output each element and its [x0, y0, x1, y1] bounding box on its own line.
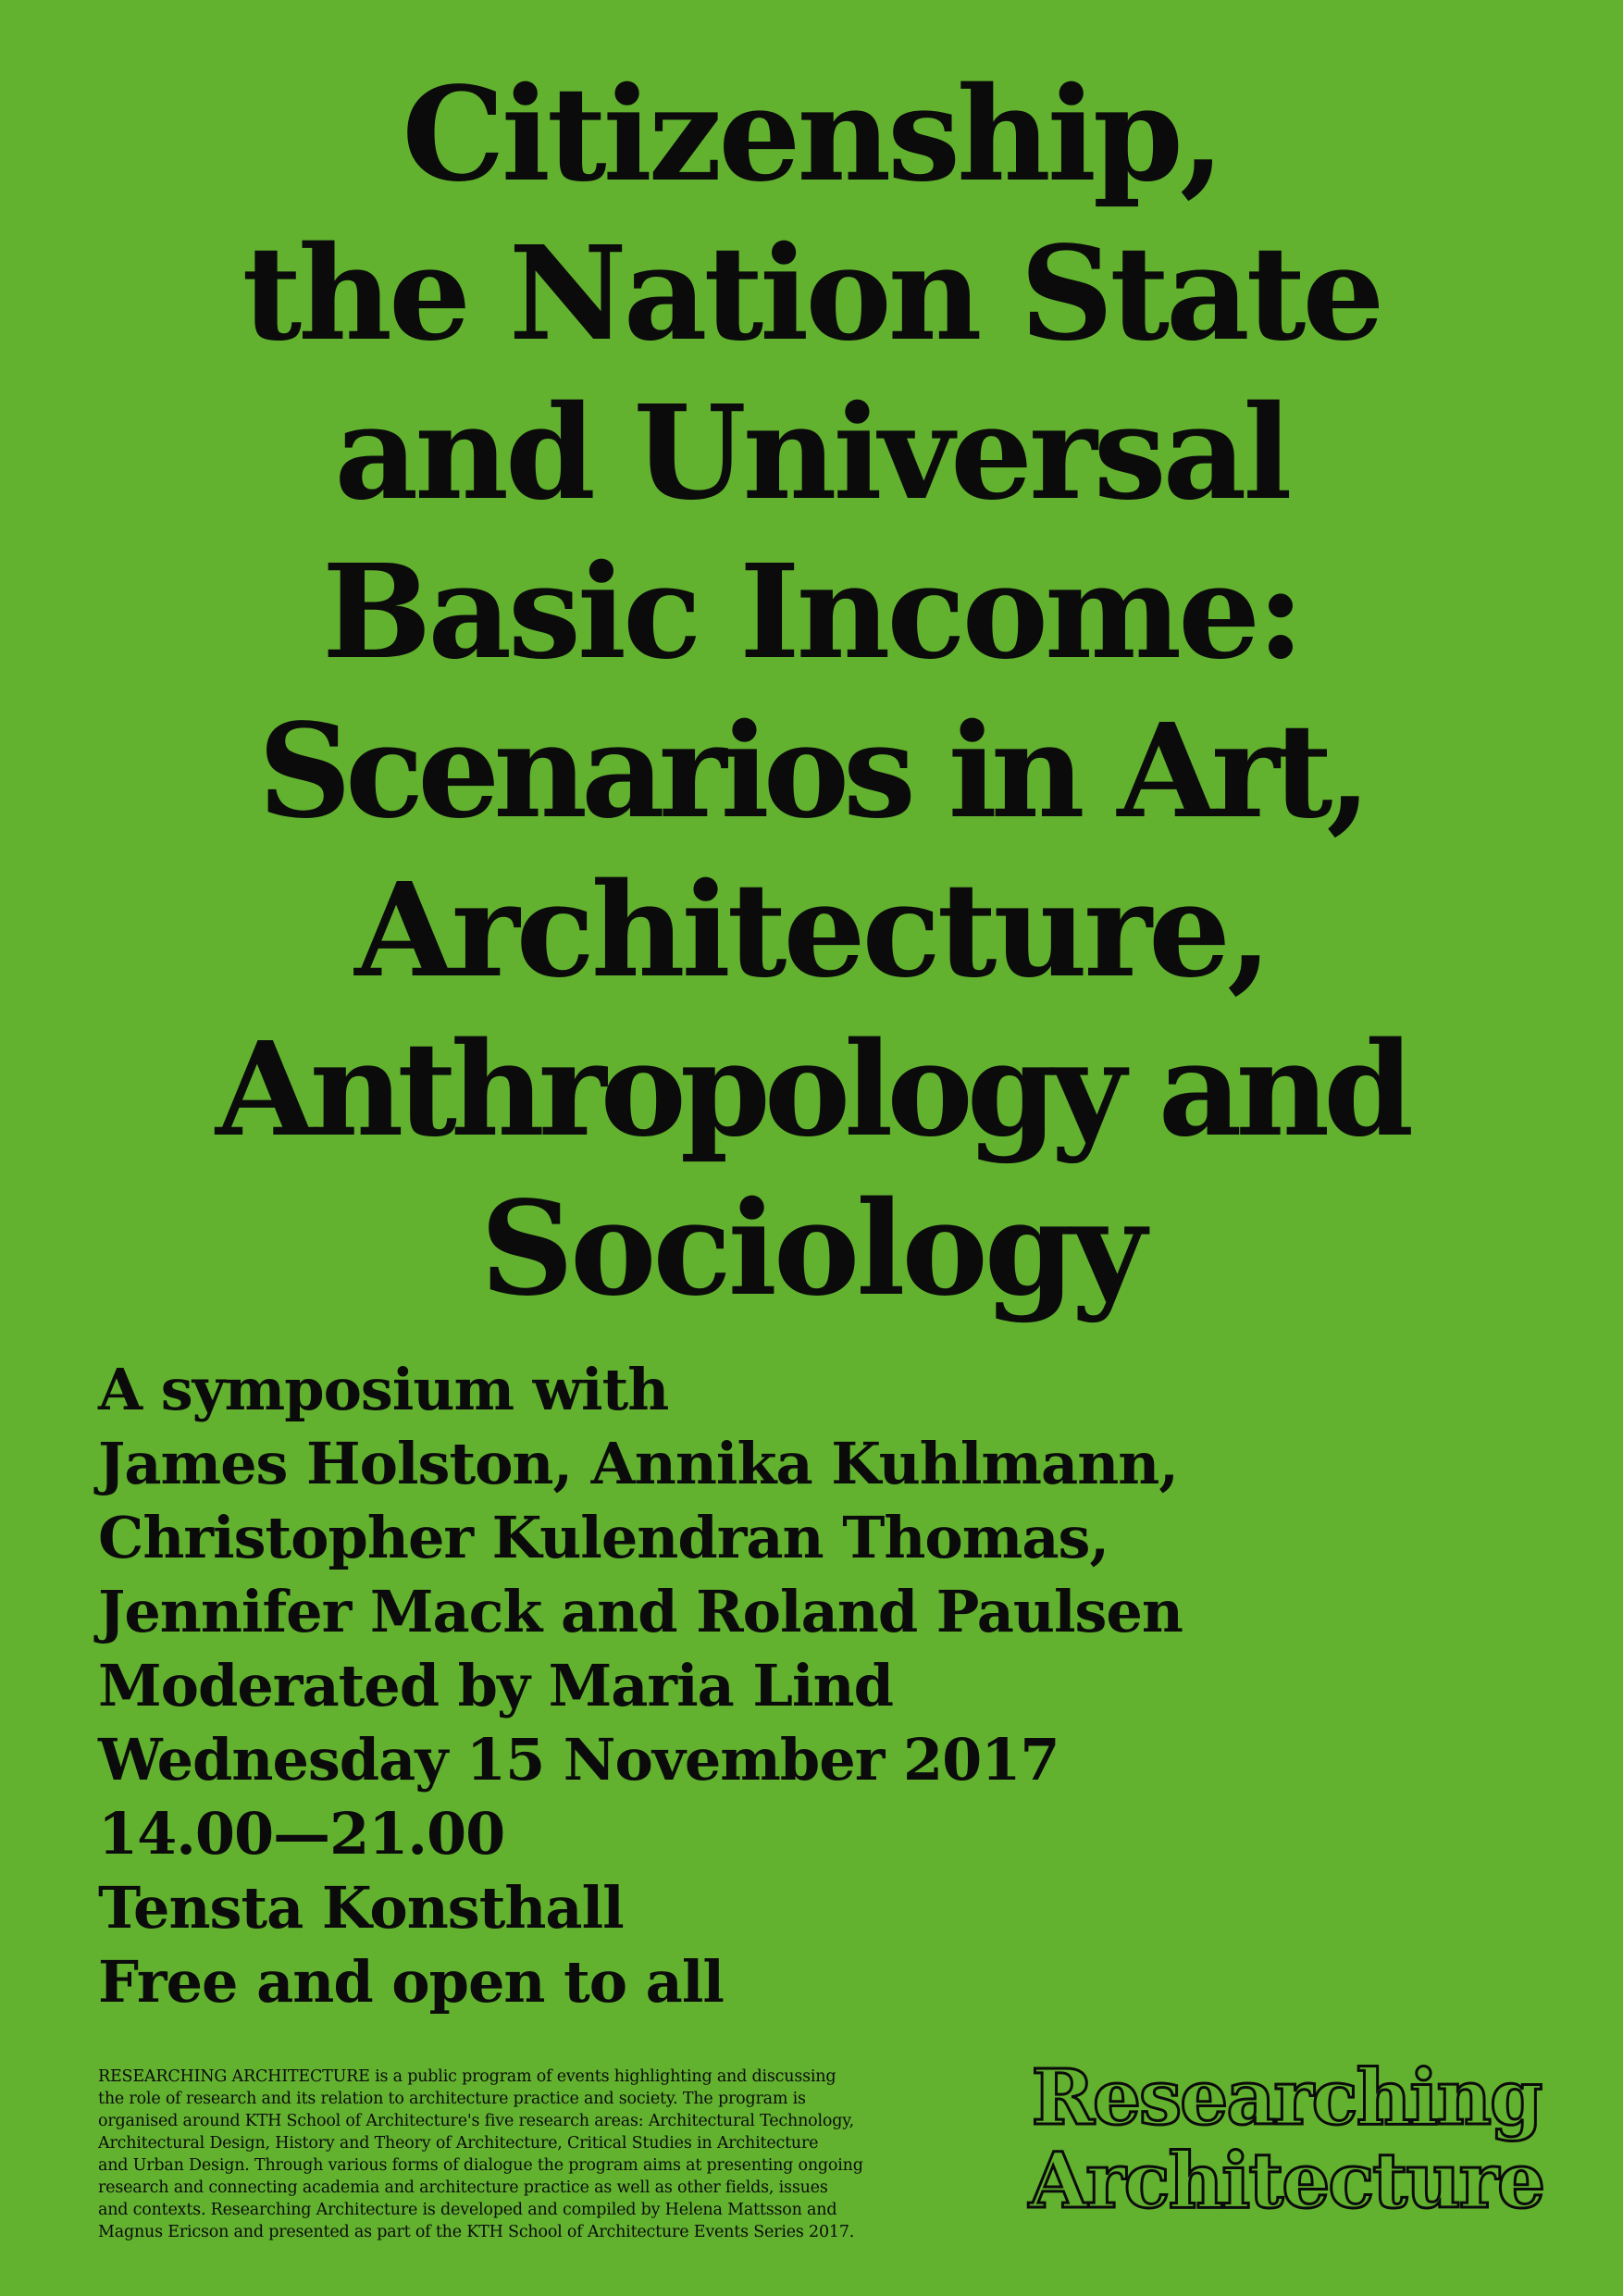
event-venue: Tensta Konsthall: [98, 1874, 624, 1942]
title-line-4: Basic Income:: [322, 537, 1301, 689]
description-line-7: and contexts. Researching Architecture is developed and compiled by Helena Mattsson and: [98, 2201, 837, 2219]
event-details: [98, 1353, 1183, 2019]
speakers-line-3: Jennifer Mack and Roland Paulsen: [98, 1578, 1183, 1645]
researching-architecture-logo: [1027, 2054, 1545, 2226]
description-line-8: Magnus Ericson and presented as part of the KTH School of Architecture Events Series 2017.: [98, 2223, 855, 2241]
program-description: [98, 2066, 1023, 2243]
description-line-3: organised around KTH School of Architecture's five research areas: Architectural Technology,: [98, 2112, 854, 2130]
title-line-6: Architecture,: [354, 855, 1269, 1007]
title-line-2: the Nation State: [242, 218, 1381, 370]
admission: Free and open to all: [98, 1948, 724, 2016]
description-line-6: research and connecting academia and architecture practice as well as other fields, issues: [98, 2178, 828, 2197]
description-line-4: Architectural Design, History and Theory of Architecture, Critical Studies in Architecture: [98, 2134, 819, 2153]
event-time: 14.00—21.00: [98, 1800, 505, 1868]
title-line-7: Anthropology and: [215, 1014, 1408, 1166]
speakers-line-2: Christopher Kulendran Thomas,: [98, 1504, 1109, 1571]
speakers-line-1: James Holston, Annika Kuhlmann,: [98, 1430, 1178, 1497]
description-line-5: and Urban Design. Through various forms of dialogue the program aims at presenting ongoing: [98, 2156, 863, 2175]
logo-line-2: Architecture: [1028, 2137, 1544, 2226]
description-line-1: RESEARCHING ARCHITECTURE is a public program of events highlighting and discussing: [98, 2067, 836, 2086]
description-line-2: the role of research and its relation to architecture practice and society. The program is: [98, 2090, 806, 2108]
title-line-1: Citizenship,: [402, 59, 1221, 211]
poster-title: [56, 56, 1567, 1329]
logo-line-1: Researching: [1031, 2054, 1542, 2142]
title-line-8: Sociology: [479, 1173, 1144, 1325]
event-date: Wednesday 15 November 2017: [98, 1726, 1059, 1793]
title-line-3: and Universal: [334, 378, 1289, 529]
symposium-intro: A symposium with: [98, 1356, 669, 1423]
moderator: Moderated by Maria Lind: [98, 1652, 893, 1719]
title-line-5: Scenarios in Art,: [257, 696, 1366, 848]
